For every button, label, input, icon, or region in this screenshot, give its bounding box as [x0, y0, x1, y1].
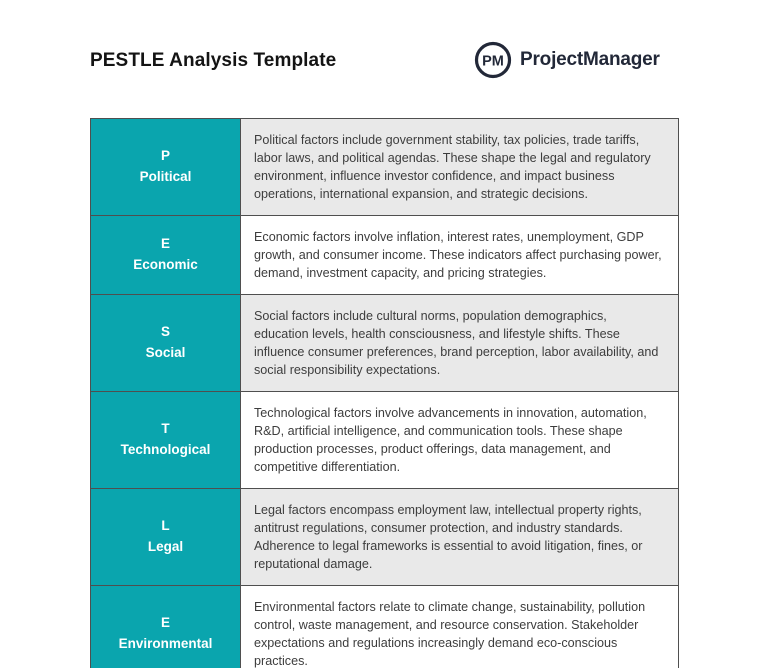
factor-key-cell [91, 295, 241, 392]
table-row [91, 295, 679, 392]
svg-text:PM: PM [482, 53, 504, 70]
factor-letter: E [160, 236, 170, 252]
table-row [91, 392, 679, 489]
factor-label: Legal [147, 539, 184, 554]
factor-description-cell: Political factors include government stability, tax policies, trade tariffs, labor laws, and political agendas. These shape the legal and regulatory environment, influence investor confidence, and impact business operations, international expansion, and strategic decisions. [241, 119, 679, 216]
factor-key-cell [91, 216, 241, 295]
table-row [91, 216, 679, 295]
table-row [91, 489, 679, 586]
factor-description-cell: Environmental factors relate to climate change, sustainability, pollution control, waste management, and resource conservation. Stakeholder expectations and regulations increasingly demand eco-conscious practices. [241, 586, 679, 668]
factor-description-cell: Legal factors encompass employment law, intellectual property rights, antitrust regulations, consumer protection, and industry standards. Adherence to legal frameworks is essential to avoid litigation, fines, or reputational damage. [241, 489, 679, 586]
factor-key-cell [91, 392, 241, 489]
pestle-table-body [91, 119, 679, 668]
factor-key-cell [91, 489, 241, 586]
table-row [91, 119, 679, 216]
brand-name: ProjectManager [520, 49, 660, 70]
table-row [91, 586, 679, 668]
factor-label: Environmental [118, 636, 213, 651]
factor-description-cell: Technological factors involve advancements in innovation, automation, R&D, artificial intelligence, and communication tools. These shape production processes, product offerings, data management, and competitive differentiation. [241, 392, 679, 489]
pm-monogram-icon [474, 41, 512, 79]
pestle-table [90, 118, 679, 668]
projectmanager-logo [474, 41, 660, 79]
factor-letter: E [160, 615, 170, 631]
factor-letter: T [161, 421, 170, 437]
factor-letter: S [160, 324, 170, 340]
factor-label: Social [145, 345, 186, 360]
factor-description-cell: Economic factors involve inflation, interest rates, unemployment, GDP growth, and consumer income. These indicators affect purchasing power, demand, investment capacity, and pricing strategies. [241, 216, 679, 295]
factor-key-cell [91, 119, 241, 216]
page-title: PESTLE Analysis Template [90, 50, 337, 71]
factor-label: Technological [120, 442, 211, 457]
factor-label: Political [139, 169, 192, 184]
factor-letter: P [160, 148, 170, 164]
factor-description-cell: Social factors include cultural norms, population demographics, education levels, health consciousness, and lifestyle shifts. These influence consumer preferences, brand perception, labor availability, and social responsibility expectations. [241, 295, 679, 392]
factor-label: Economic [133, 257, 198, 272]
factor-letter: L [161, 518, 170, 534]
factor-key-cell [91, 586, 241, 668]
